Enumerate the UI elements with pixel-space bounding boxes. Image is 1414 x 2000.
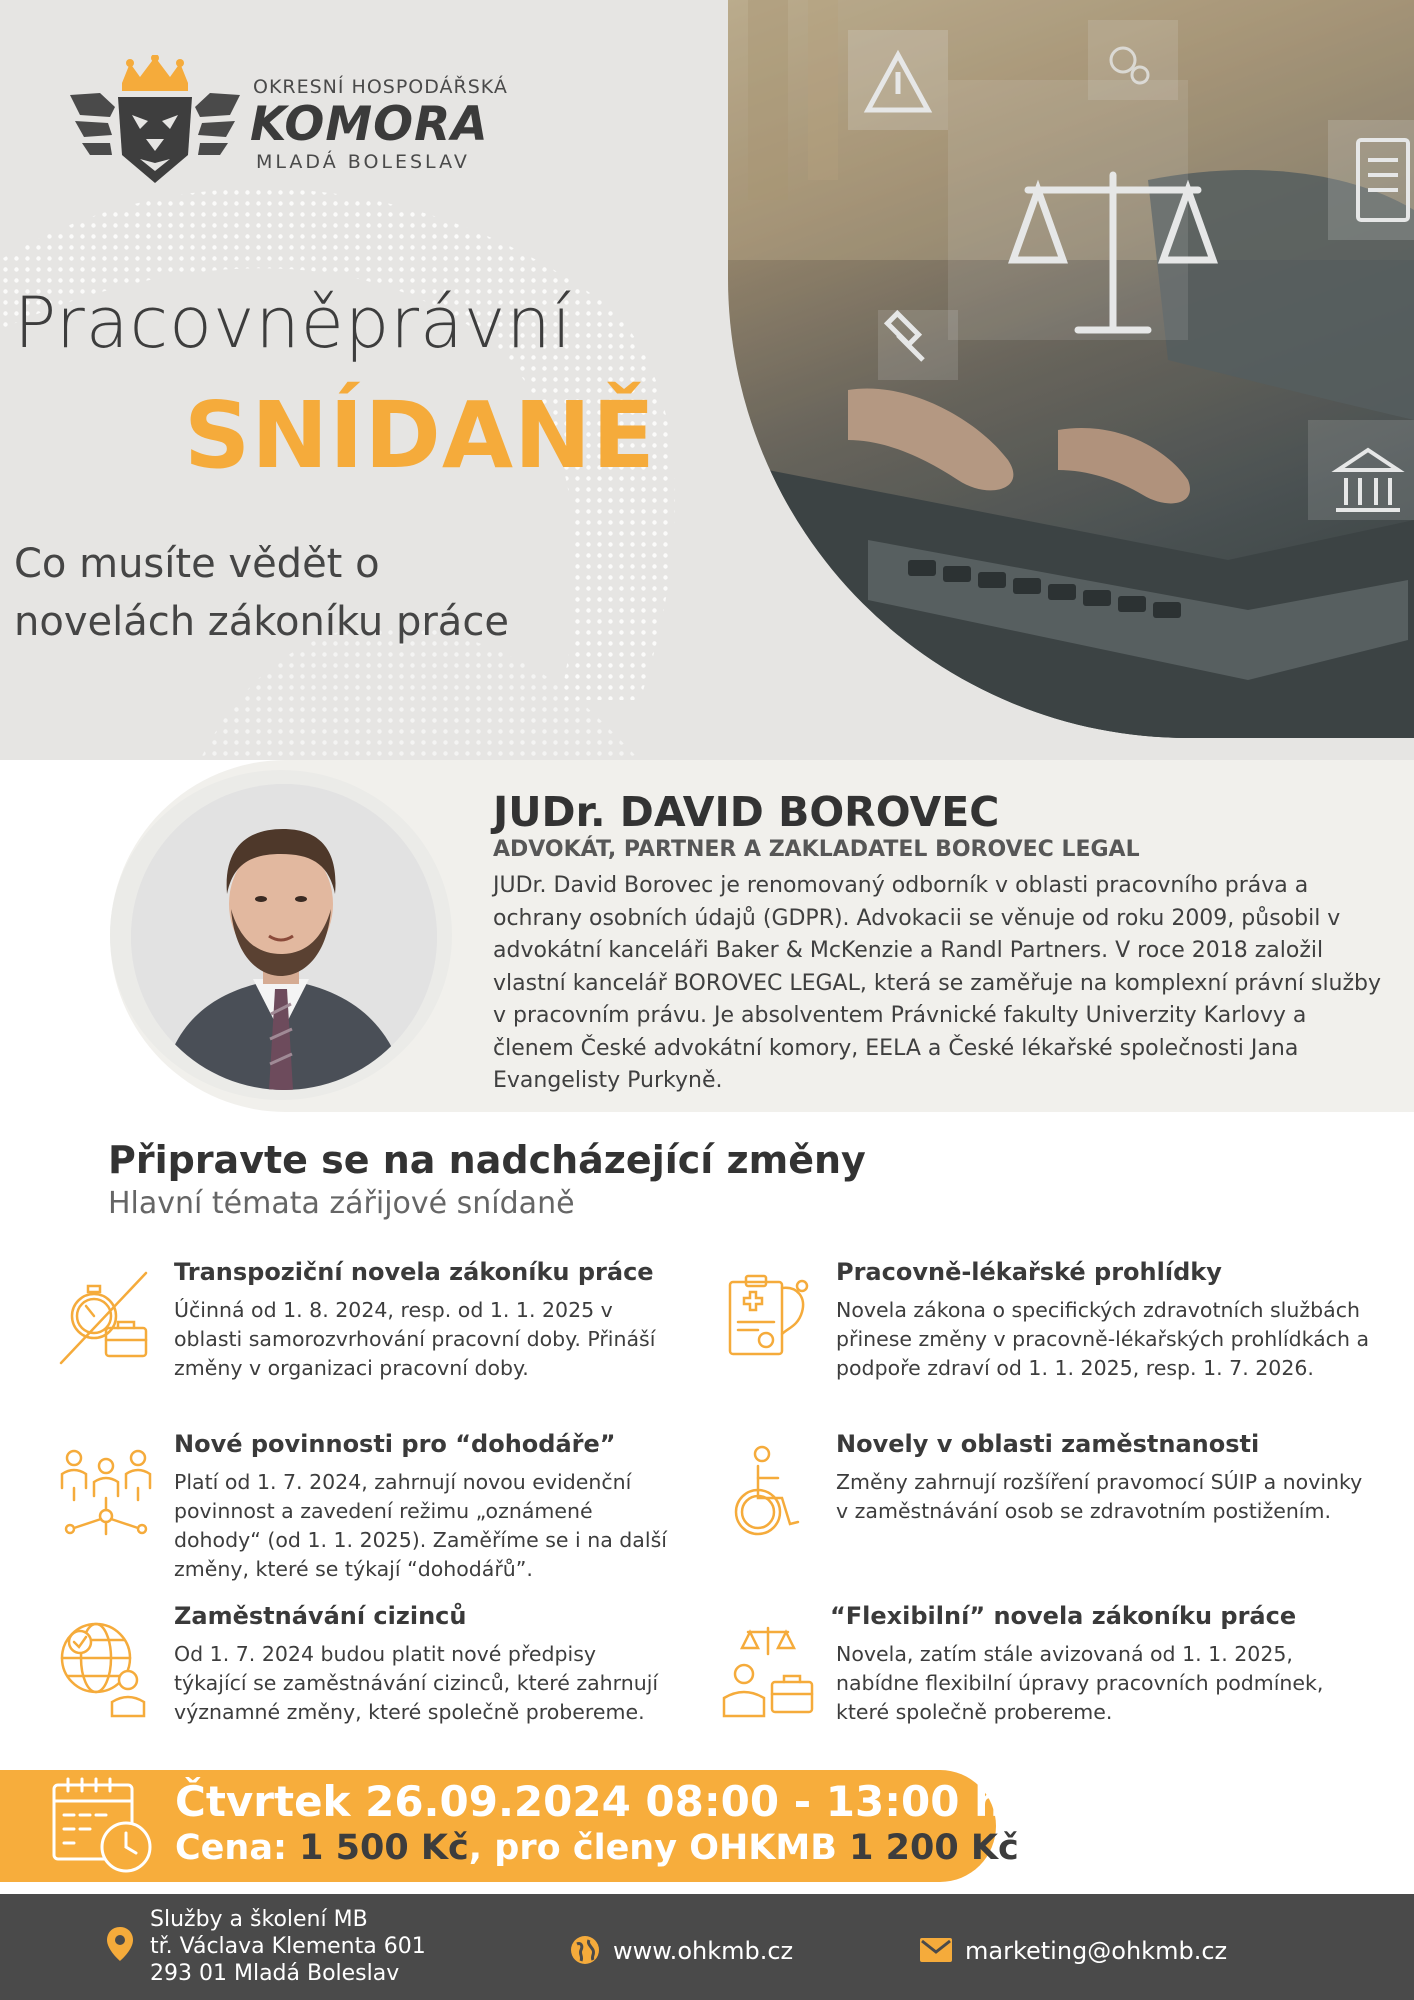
mail-icon [920, 1938, 952, 1962]
topic-title: Pracovně-lékařské prohlídky [836, 1258, 1222, 1286]
price-value: 1 500 Kč [299, 1828, 469, 1868]
hero-subtitle [14, 535, 654, 651]
topic-item [718, 1602, 1378, 1752]
event-datetime: Čtvrtek 26.09.2024 08:00 - 13:00 hod [175, 1777, 1063, 1826]
topic-item [56, 1430, 676, 1590]
hero-subtitle-line2: novelách zákoníku práce [14, 599, 509, 645]
topic-text: Novela, zatím stále avizovaná od 1. 1. 2025, nabídne flexibilní úpravy pracovních podmínek, které společně probereme. [836, 1642, 1324, 1724]
location-pin-icon [106, 1926, 134, 1962]
ohk-logo [70, 55, 520, 185]
speaker-portrait [131, 784, 437, 1090]
medical-clipboard-icon [718, 1268, 818, 1368]
address-line3: 293 01 Mladá Boleslav [150, 1961, 400, 1986]
scales-briefcase-icon [718, 1624, 818, 1724]
footer-website-link[interactable]: www.ohkmb.cz [613, 1937, 794, 1965]
topic-text: Platí od 1. 7. 2024, zahrnují novou evidenční povinnost a zavedení režimu „oznámené dohody“ (od 1. 1. 2025). Zaměříme se i na další změny, které se týkají “dohodářů”. [174, 1470, 667, 1581]
wheelchair-icon [718, 1442, 818, 1542]
hero-title-highlight: SNÍDANĚ [184, 382, 656, 489]
topic-title: Zaměstnávání cizinců [174, 1602, 467, 1630]
lion-crown-emblem-icon [70, 55, 240, 185]
topic-title: Transpoziční novela zákoníku práce [174, 1258, 654, 1286]
price-label: Cena: [175, 1828, 300, 1868]
event-price [175, 1828, 1019, 1868]
topic-item [56, 1258, 676, 1408]
logo-text-city: MLADÁ BOLESLAV [256, 151, 470, 173]
member-price-value: 1 200 Kč [849, 1828, 1019, 1868]
topic-item [718, 1258, 1378, 1408]
topics-heading: Připravte se na nadcházející změny [108, 1138, 866, 1182]
address-line2: tř. Václava Klementa 601 [150, 1934, 426, 1959]
topic-text: Od 1. 7. 2024 budou platit nové předpisy týkající se zaměstnávání cizinců, které zahrnují významné změny, které společně probereme. [174, 1642, 659, 1724]
footer-address [150, 1906, 426, 1987]
topic-title: “Flexibilní” novela zákoníku práce [830, 1602, 1297, 1630]
topic-text: Účinná od 1. 8. 2024, resp. od 1. 1. 2025 v oblasti samorozvrhování pracovní doby. Přináší změny v organizaci pracovní doby. [174, 1298, 656, 1380]
topic-text: Změny zahrnují rozšíření pravomocí SÚIP a novinky v zaměstnávání osob se zdravotním postižením. [836, 1470, 1363, 1523]
stopwatch-briefcase-icon [56, 1268, 156, 1368]
speaker-photo [131, 784, 437, 1090]
speaker-bio: JUDr. David Borovec je renomovaný odborník v oblasti pracovního práva a ochrany osobních údajů (GDPR). Advokacii se věnuje od roku 2009, působil v advokátní kanceláři Baker & McKenzie a Randl Partners. V roce 2018 založil vlastní kancelář BOROVEC LEGAL, která se zaměřuje na komplexní právní služby v pracovním právu. Je absolventem Právnické fakulty Univerzity Karlovy a členem České advokátní komory, EELA a České lékařské společnosti Jana Evangelisty Purkyně. [493, 873, 1382, 1093]
globe-icon [569, 1934, 601, 1966]
topics-subheading: Hlavní témata zářijové snídaně [108, 1186, 575, 1221]
logo-text-line1: OKRESNÍ HOSPODÁŘSKÁ [253, 76, 508, 98]
logo-text-komora: KOMORA [250, 97, 489, 152]
topic-item [718, 1430, 1378, 1580]
topic-item [56, 1602, 676, 1752]
hero-title: Pracovněprávní [14, 282, 573, 364]
hero-subtitle-line1: Co musíte vědět o [14, 541, 380, 587]
member-price-label: , pro členy OHKMB [468, 1828, 850, 1868]
topic-title: Novely v oblasti zaměstnanosti [836, 1430, 1260, 1458]
people-network-icon [56, 1440, 156, 1540]
topic-title: Nové povinnosti pro “dohodáře” [174, 1430, 616, 1458]
address-line1: Služby a školení MB [150, 1907, 368, 1932]
laptop-legal-illustration [728, 0, 1414, 738]
hero-photo [728, 0, 1414, 738]
topic-text: Novela zákona o specifických zdravotních službách přinese změny v pracovně-lékařských prohlídkách a podpoře zdraví od 1. 1. 2025, resp. 1. 7. 2026. [836, 1298, 1370, 1380]
speaker-name: JUDr. DAVID BOROVEC [493, 788, 1000, 836]
speaker-role: ADVOKÁT, PARTNER A ZAKLADATEL BOROVEC LEGAL [493, 837, 1140, 862]
globe-person-icon [56, 1618, 156, 1718]
hero-banner [0, 0, 1414, 760]
calendar-clock-icon [48, 1775, 160, 1875]
footer-email-link[interactable]: marketing@ohkmb.cz [965, 1937, 1228, 1965]
